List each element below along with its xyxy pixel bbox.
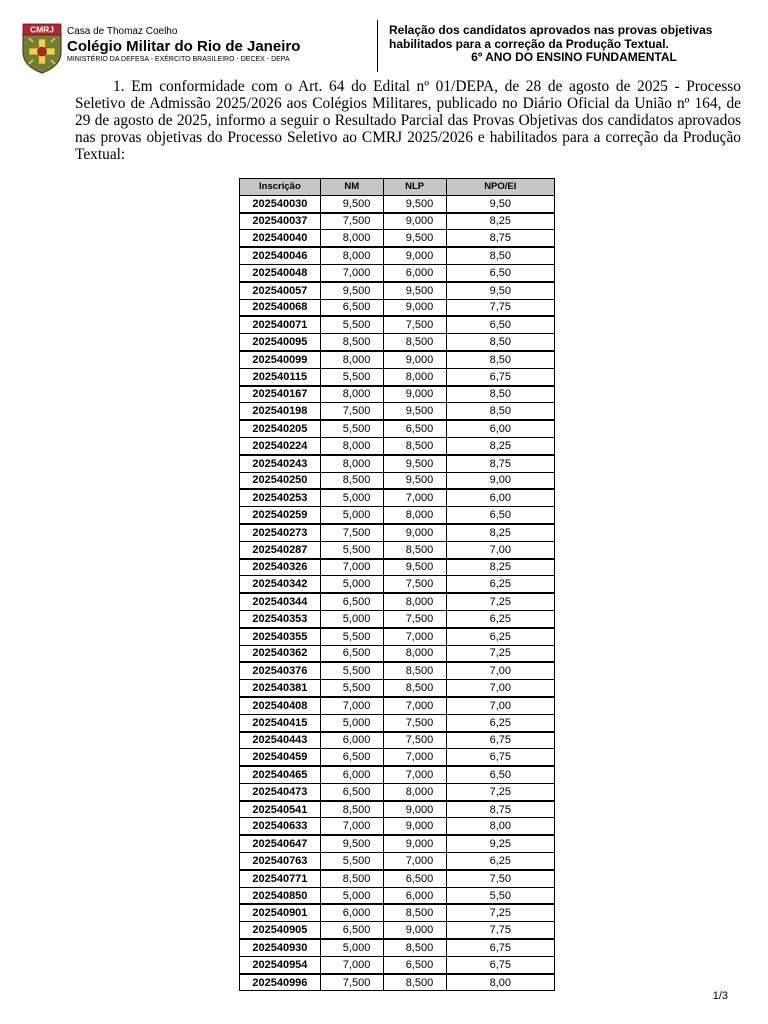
nm-cell: 7,500: [320, 524, 383, 541]
nlp-cell: 8,500: [383, 334, 446, 351]
nm-cell: 9,500: [320, 835, 383, 852]
nm-cell: 6,000: [320, 766, 383, 783]
nm-cell: 8,500: [320, 334, 383, 351]
document-header: [20, 18, 750, 76]
inscricao-cell: 202540362: [240, 645, 321, 662]
inscricao-cell: 202540068: [240, 299, 321, 316]
table-row: [240, 247, 555, 264]
table-row: [240, 801, 555, 818]
table-row: [240, 559, 555, 576]
table-row: [240, 939, 555, 956]
nlp-cell: 7,500: [383, 576, 446, 593]
nm-cell: 7,000: [320, 956, 383, 973]
inscricao-cell: 202540253: [240, 489, 321, 506]
npo-ei-cell: 7,25: [446, 645, 554, 662]
table-row: [240, 524, 555, 541]
nlp-cell: 7,000: [383, 766, 446, 783]
inscricao-cell: 202540901: [240, 904, 321, 921]
nlp-cell: 8,000: [383, 645, 446, 662]
nlp-cell: 6,500: [383, 956, 446, 973]
inscricao-cell: 202540071: [240, 316, 321, 333]
table-row: [240, 386, 555, 403]
nm-cell: 5,500: [320, 662, 383, 679]
table-row: [240, 680, 555, 697]
npo-ei-cell: 6,50: [446, 507, 554, 524]
nlp-cell: 9,000: [383, 835, 446, 852]
institution-name: Colégio Militar do Rio de Janeiro: [67, 38, 301, 55]
npo-ei-cell: 6,75: [446, 749, 554, 766]
nlp-cell: 8,000: [383, 593, 446, 610]
table-row: [240, 195, 555, 212]
nm-cell: 9,500: [320, 195, 383, 212]
nlp-cell: 6,000: [383, 887, 446, 904]
table-row: [240, 818, 555, 835]
nlp-cell: 7,000: [383, 749, 446, 766]
npo-ei-cell: 8,50: [446, 247, 554, 264]
npo-ei-cell: 6,50: [446, 264, 554, 281]
inscricao-cell: 202540287: [240, 541, 321, 558]
nm-cell: 5,000: [320, 939, 383, 956]
table-row: [240, 368, 555, 385]
nlp-cell: 8,500: [383, 437, 446, 454]
table-row: [240, 403, 555, 420]
nlp-cell: 8,500: [383, 974, 446, 991]
column-header-inscricao: Inscrição: [240, 179, 321, 196]
intro-paragraph: 1. Em conformidade com o Art. 64 do Edital nº 01/DEPA, de 28 de agosto de 2025 - Processo Seletivo de Admissão 2025/2026 aos Colégios Militares, publicado no Diário Oficial da União nº 164, de 29 de agosto de 2025, informo a seguir o Resultado Parcial das Provas Objetivas dos candidatos aprovados nas provas objetivas do Processo Seletivo ao CMRJ 2025/2026 e habilitados para a correção da Produção Textual:: [75, 78, 741, 163]
npo-ei-cell: 6,75: [446, 368, 554, 385]
nm-cell: 7,000: [320, 264, 383, 281]
nlp-cell: 9,000: [383, 386, 446, 403]
table-row: [240, 697, 555, 714]
npo-ei-cell: 9,25: [446, 835, 554, 852]
npo-ei-cell: 7,25: [446, 783, 554, 800]
inscricao-cell: 202540040: [240, 230, 321, 247]
inscricao-cell: 202540647: [240, 835, 321, 852]
inscricao-cell: 202540443: [240, 732, 321, 749]
nm-cell: 5,500: [320, 541, 383, 558]
nm-cell: 6,500: [320, 783, 383, 800]
nlp-cell: 8,500: [383, 904, 446, 921]
nlp-cell: 9,000: [383, 351, 446, 368]
nlp-cell: 9,500: [383, 230, 446, 247]
inscricao-cell: 202540342: [240, 576, 321, 593]
npo-ei-cell: 6,00: [446, 489, 554, 506]
npo-ei-cell: 8,00: [446, 974, 554, 991]
npo-ei-cell: 6,25: [446, 714, 554, 731]
results-table: [239, 178, 555, 991]
table-row: [240, 853, 555, 870]
inscricao-cell: 202540415: [240, 714, 321, 731]
npo-ei-cell: 7,75: [446, 922, 554, 939]
npo-ei-cell: 6,00: [446, 420, 554, 437]
nm-cell: 5,500: [320, 420, 383, 437]
nm-cell: 7,000: [320, 559, 383, 576]
table-row: [240, 974, 555, 991]
inscricao-cell: 202540771: [240, 870, 321, 887]
npo-ei-cell: 8,75: [446, 455, 554, 472]
inscricao-cell: 202540541: [240, 801, 321, 818]
cmrj-crest-icon: [20, 22, 64, 74]
table-row: [240, 610, 555, 627]
nlp-cell: 8,000: [383, 368, 446, 385]
nm-cell: 5,500: [320, 853, 383, 870]
inscricao-cell: 202540850: [240, 887, 321, 904]
nm-cell: 5,000: [320, 507, 383, 524]
table-row: [240, 299, 555, 316]
npo-ei-cell: 5,50: [446, 887, 554, 904]
nm-cell: 8,000: [320, 351, 383, 368]
table-row: [240, 887, 555, 904]
inscricao-cell: 202540344: [240, 593, 321, 610]
npo-ei-cell: 9,50: [446, 282, 554, 299]
nlp-cell: 9,500: [383, 403, 446, 420]
nm-cell: 5,000: [320, 887, 383, 904]
nm-cell: 6,000: [320, 904, 383, 921]
npo-ei-cell: 7,00: [446, 541, 554, 558]
nm-cell: 7,500: [320, 213, 383, 230]
npo-ei-cell: 6,25: [446, 610, 554, 627]
inscricao-cell: 202540115: [240, 368, 321, 385]
nlp-cell: 7,500: [383, 714, 446, 731]
title-line-3: 6º ANO DO ENSINO FUNDAMENTAL: [471, 50, 677, 64]
nlp-cell: 8,500: [383, 939, 446, 956]
nlp-cell: 7,000: [383, 628, 446, 645]
nm-cell: 8,000: [320, 386, 383, 403]
table-row: [240, 628, 555, 645]
inscricao-cell: 202540048: [240, 264, 321, 281]
nlp-cell: 9,000: [383, 818, 446, 835]
inscricao-cell: 202540259: [240, 507, 321, 524]
table-body: [240, 195, 555, 991]
nm-cell: 7,000: [320, 818, 383, 835]
nlp-cell: 8,500: [383, 662, 446, 679]
column-header-nm: NM: [320, 179, 383, 196]
npo-ei-cell: 7,75: [446, 299, 554, 316]
npo-ei-cell: 6,50: [446, 316, 554, 333]
inscricao-cell: 202540954: [240, 956, 321, 973]
nlp-cell: 9,000: [383, 213, 446, 230]
nm-cell: 5,000: [320, 489, 383, 506]
institution-block: [67, 26, 300, 64]
npo-ei-cell: 9,50: [446, 195, 554, 212]
nm-cell: 8,000: [320, 455, 383, 472]
inscricao-cell: 202540376: [240, 662, 321, 679]
table-row: [240, 904, 555, 921]
table-row: [240, 783, 555, 800]
table-row: [240, 956, 555, 973]
npo-ei-cell: 8,75: [446, 230, 554, 247]
nlp-cell: 7,000: [383, 697, 446, 714]
table-row: [240, 835, 555, 852]
nlp-cell: 9,000: [383, 801, 446, 818]
table-row: [240, 316, 555, 333]
nlp-cell: 7,500: [383, 732, 446, 749]
inscricao-cell: 202540633: [240, 818, 321, 835]
document-title: [389, 24, 749, 65]
table-row: [240, 264, 555, 281]
nlp-cell: 7,500: [383, 610, 446, 627]
inscricao-cell: 202540930: [240, 939, 321, 956]
nm-cell: 9,500: [320, 282, 383, 299]
npo-ei-cell: 8,25: [446, 437, 554, 454]
table-row: [240, 282, 555, 299]
table-row: [240, 489, 555, 506]
table-row: [240, 645, 555, 662]
inscricao-cell: 202540046: [240, 247, 321, 264]
column-header-nlp: NLP: [383, 179, 446, 196]
table-row: [240, 351, 555, 368]
nm-cell: 6,500: [320, 922, 383, 939]
inscricao-cell: 202540408: [240, 697, 321, 714]
inscricao-cell: 202540273: [240, 524, 321, 541]
table-row: [240, 662, 555, 679]
nm-cell: 7,500: [320, 403, 383, 420]
inscricao-cell: 202540355: [240, 628, 321, 645]
crest-lettering: CMRJ: [29, 24, 55, 35]
npo-ei-cell: 8,25: [446, 213, 554, 230]
inscricao-cell: 202540905: [240, 922, 321, 939]
table-row: [240, 334, 555, 351]
table-row: [240, 593, 555, 610]
nm-cell: 5,000: [320, 610, 383, 627]
inscricao-cell: 202540473: [240, 783, 321, 800]
nm-cell: 5,000: [320, 576, 383, 593]
npo-ei-cell: 7,25: [446, 593, 554, 610]
npo-ei-cell: 7,25: [446, 904, 554, 921]
inscricao-cell: 202540205: [240, 420, 321, 437]
npo-ei-cell: 6,25: [446, 628, 554, 645]
nlp-cell: 8,500: [383, 541, 446, 558]
nlp-cell: 7,500: [383, 316, 446, 333]
npo-ei-cell: 7,00: [446, 680, 554, 697]
table-row: [240, 766, 555, 783]
nlp-cell: 7,000: [383, 853, 446, 870]
nlp-cell: 8,500: [383, 680, 446, 697]
nm-cell: 8,000: [320, 247, 383, 264]
title-line-1: Relação dos candidatos aprovados nas provas objetivas: [389, 23, 713, 37]
nlp-cell: 9,000: [383, 524, 446, 541]
nlp-cell: 7,000: [383, 489, 446, 506]
inscricao-cell: 202540198: [240, 403, 321, 420]
inscricao-cell: 202540326: [240, 559, 321, 576]
nm-cell: 8,500: [320, 472, 383, 489]
table-row: [240, 749, 555, 766]
nlp-cell: 9,500: [383, 472, 446, 489]
npo-ei-cell: 8,50: [446, 403, 554, 420]
table-row: [240, 213, 555, 230]
inscricao-cell: 202540381: [240, 680, 321, 697]
table-row: [240, 714, 555, 731]
nlp-cell: 8,000: [383, 507, 446, 524]
inscricao-cell: 202540459: [240, 749, 321, 766]
table-row: [240, 472, 555, 489]
nm-cell: 5,500: [320, 316, 383, 333]
npo-ei-cell: 8,25: [446, 524, 554, 541]
nm-cell: 5,500: [320, 680, 383, 697]
institution-subtitle: Casa de Thomaz Coelho: [67, 26, 178, 37]
table-row: [240, 437, 555, 454]
header-divider: [377, 20, 378, 72]
npo-ei-cell: 7,00: [446, 662, 554, 679]
inscricao-cell: 202540353: [240, 610, 321, 627]
nm-cell: 8,000: [320, 437, 383, 454]
nlp-cell: 9,500: [383, 455, 446, 472]
inscricao-cell: 202540224: [240, 437, 321, 454]
table-row: [240, 420, 555, 437]
npo-ei-cell: 7,00: [446, 697, 554, 714]
npo-ei-cell: 6,75: [446, 956, 554, 973]
npo-ei-cell: 6,75: [446, 732, 554, 749]
inscricao-cell: 202540250: [240, 472, 321, 489]
nm-cell: 8,500: [320, 870, 383, 887]
table-row: [240, 870, 555, 887]
npo-ei-cell: 6,25: [446, 853, 554, 870]
nm-cell: 6,000: [320, 732, 383, 749]
nm-cell: 8,500: [320, 801, 383, 818]
table-row: [240, 541, 555, 558]
inscricao-cell: 202540099: [240, 351, 321, 368]
nlp-cell: 9,500: [383, 282, 446, 299]
npo-ei-cell: 8,75: [446, 801, 554, 818]
npo-ei-cell: 8,50: [446, 386, 554, 403]
title-line-2: habilitados para a correção da Produção Textual.: [389, 36, 669, 51]
table-row: [240, 576, 555, 593]
nlp-cell: 6,500: [383, 420, 446, 437]
nlp-cell: 6,000: [383, 264, 446, 281]
inscricao-cell: 202540037: [240, 213, 321, 230]
nlp-cell: 9,500: [383, 559, 446, 576]
inscricao-cell: 202540167: [240, 386, 321, 403]
inscricao-cell: 202540763: [240, 853, 321, 870]
npo-ei-cell: 8,50: [446, 351, 554, 368]
nm-cell: 8,000: [320, 230, 383, 247]
table-row: [240, 732, 555, 749]
column-header-npo-ei: NPO/EI: [446, 179, 554, 196]
npo-ei-cell: 8,00: [446, 818, 554, 835]
page-number: 1/3: [712, 990, 728, 1002]
inscricao-cell: 202540465: [240, 766, 321, 783]
npo-ei-cell: 6,50: [446, 766, 554, 783]
nlp-cell: 6,500: [383, 870, 446, 887]
nm-cell: 5,500: [320, 368, 383, 385]
inscricao-cell: 202540243: [240, 455, 321, 472]
npo-ei-cell: 6,75: [446, 939, 554, 956]
table-header-row: [240, 179, 555, 196]
nm-cell: 5,000: [320, 714, 383, 731]
nm-cell: 7,000: [320, 697, 383, 714]
npo-ei-cell: 9,00: [446, 472, 554, 489]
table-row: [240, 455, 555, 472]
nlp-cell: 9,000: [383, 247, 446, 264]
nm-cell: 6,500: [320, 593, 383, 610]
nm-cell: 7,500: [320, 974, 383, 991]
npo-ei-cell: 7,50: [446, 870, 554, 887]
table-row: [240, 922, 555, 939]
npo-ei-cell: 8,25: [446, 559, 554, 576]
table-row: [240, 230, 555, 247]
nlp-cell: 9,000: [383, 299, 446, 316]
npo-ei-cell: 6,25: [446, 576, 554, 593]
ministry-line: MINISTÉRIO DA DEFESA - EXÉRCITO BRASILEIRO - DECEX - DEPA: [67, 56, 290, 63]
npo-ei-cell: 8,50: [446, 334, 554, 351]
nm-cell: 6,500: [320, 299, 383, 316]
nlp-cell: 8,000: [383, 783, 446, 800]
nm-cell: 6,500: [320, 645, 383, 662]
inscricao-cell: 202540030: [240, 195, 321, 212]
inscricao-cell: 202540095: [240, 334, 321, 351]
nm-cell: 5,500: [320, 628, 383, 645]
nm-cell: 6,500: [320, 749, 383, 766]
inscricao-cell: 202540057: [240, 282, 321, 299]
inscricao-cell: 202540996: [240, 974, 321, 991]
nlp-cell: 9,500: [383, 195, 446, 212]
nlp-cell: 9,000: [383, 922, 446, 939]
table-row: [240, 507, 555, 524]
